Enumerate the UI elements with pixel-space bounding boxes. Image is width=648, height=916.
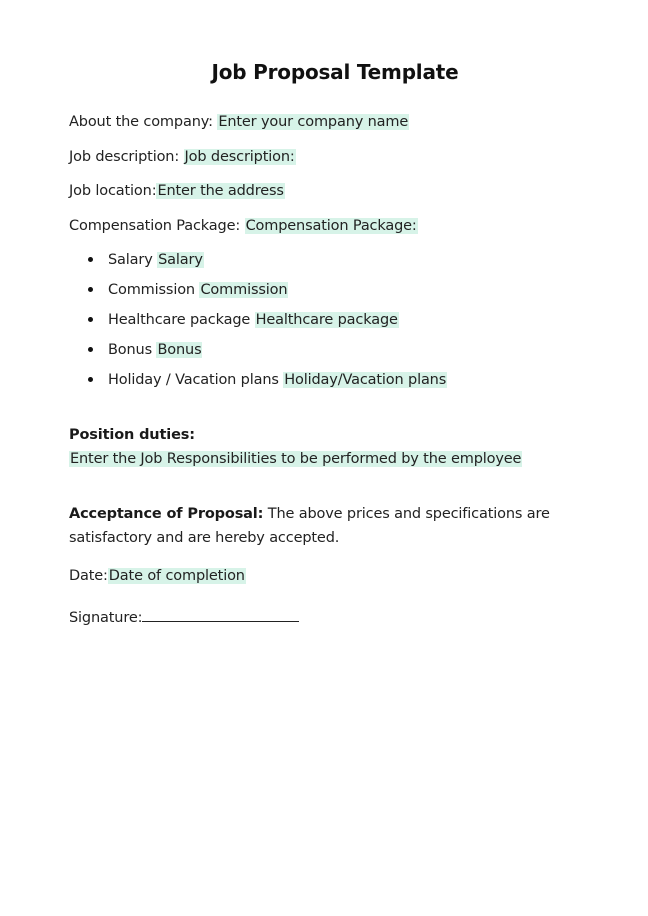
bullet-icon — [88, 347, 93, 352]
date-field[interactable]: Date of completion — [108, 568, 245, 584]
bullet-icon — [88, 287, 93, 292]
job-location-field[interactable]: Enter the address — [157, 183, 284, 199]
signature-line[interactable] — [142, 606, 299, 622]
compensation-list — [69, 250, 447, 400]
bullet-icon — [88, 377, 93, 382]
bonus-label: Bonus — [108, 342, 157, 358]
job-responsibilities-field[interactable]: Enter the Job Responsibilities to be performed by the employee — [70, 451, 522, 467]
list-item — [69, 310, 447, 340]
job-description-label: Job description: — [69, 149, 184, 165]
list-item — [69, 280, 447, 310]
signature-row — [69, 606, 299, 628]
commission-label: Commission — [108, 282, 200, 298]
acceptance-paragraph — [69, 502, 559, 550]
list-item — [69, 340, 447, 370]
about-company-row — [69, 112, 409, 132]
compensation-field[interactable]: Compensation Package: — [245, 218, 417, 234]
salary-field[interactable]: Salary — [158, 252, 203, 268]
job-description-field[interactable]: Job description: — [184, 149, 295, 165]
commission-field[interactable]: Commission — [200, 282, 288, 298]
job-description-row — [69, 147, 296, 167]
list-item — [69, 250, 447, 280]
signature-label: Signature: — [69, 610, 143, 626]
compensation-label: Compensation Package: — [69, 218, 245, 234]
salary-label: Salary — [108, 252, 158, 268]
vacation-field[interactable]: Holiday/Vacation plans — [284, 372, 447, 388]
job-location-label: Job location: — [69, 183, 157, 199]
about-company-label: About the company: — [69, 114, 218, 130]
bonus-field[interactable]: Bonus — [157, 342, 202, 358]
date-label: Date: — [69, 568, 108, 584]
compensation-row — [69, 216, 418, 236]
date-row — [69, 566, 246, 586]
bullet-icon — [88, 257, 93, 262]
position-duties-heading: Position duties: — [69, 427, 195, 443]
bullet-icon — [88, 317, 93, 322]
healthcare-label: Healthcare package — [108, 312, 255, 328]
page-title: Job Proposal Template — [211, 60, 459, 84]
healthcare-field[interactable]: Healthcare package — [255, 312, 398, 328]
company-name-field[interactable]: Enter your company name — [218, 114, 409, 130]
job-location-row — [69, 181, 285, 201]
list-item — [69, 370, 447, 400]
vacation-label: Holiday / Vacation plans — [108, 372, 284, 388]
position-duties-row — [69, 449, 522, 469]
acceptance-text: The above prices and specifications are satisfactory and are hereby accepted. — [69, 506, 550, 546]
acceptance-heading: Acceptance of Proposal: — [69, 506, 264, 522]
